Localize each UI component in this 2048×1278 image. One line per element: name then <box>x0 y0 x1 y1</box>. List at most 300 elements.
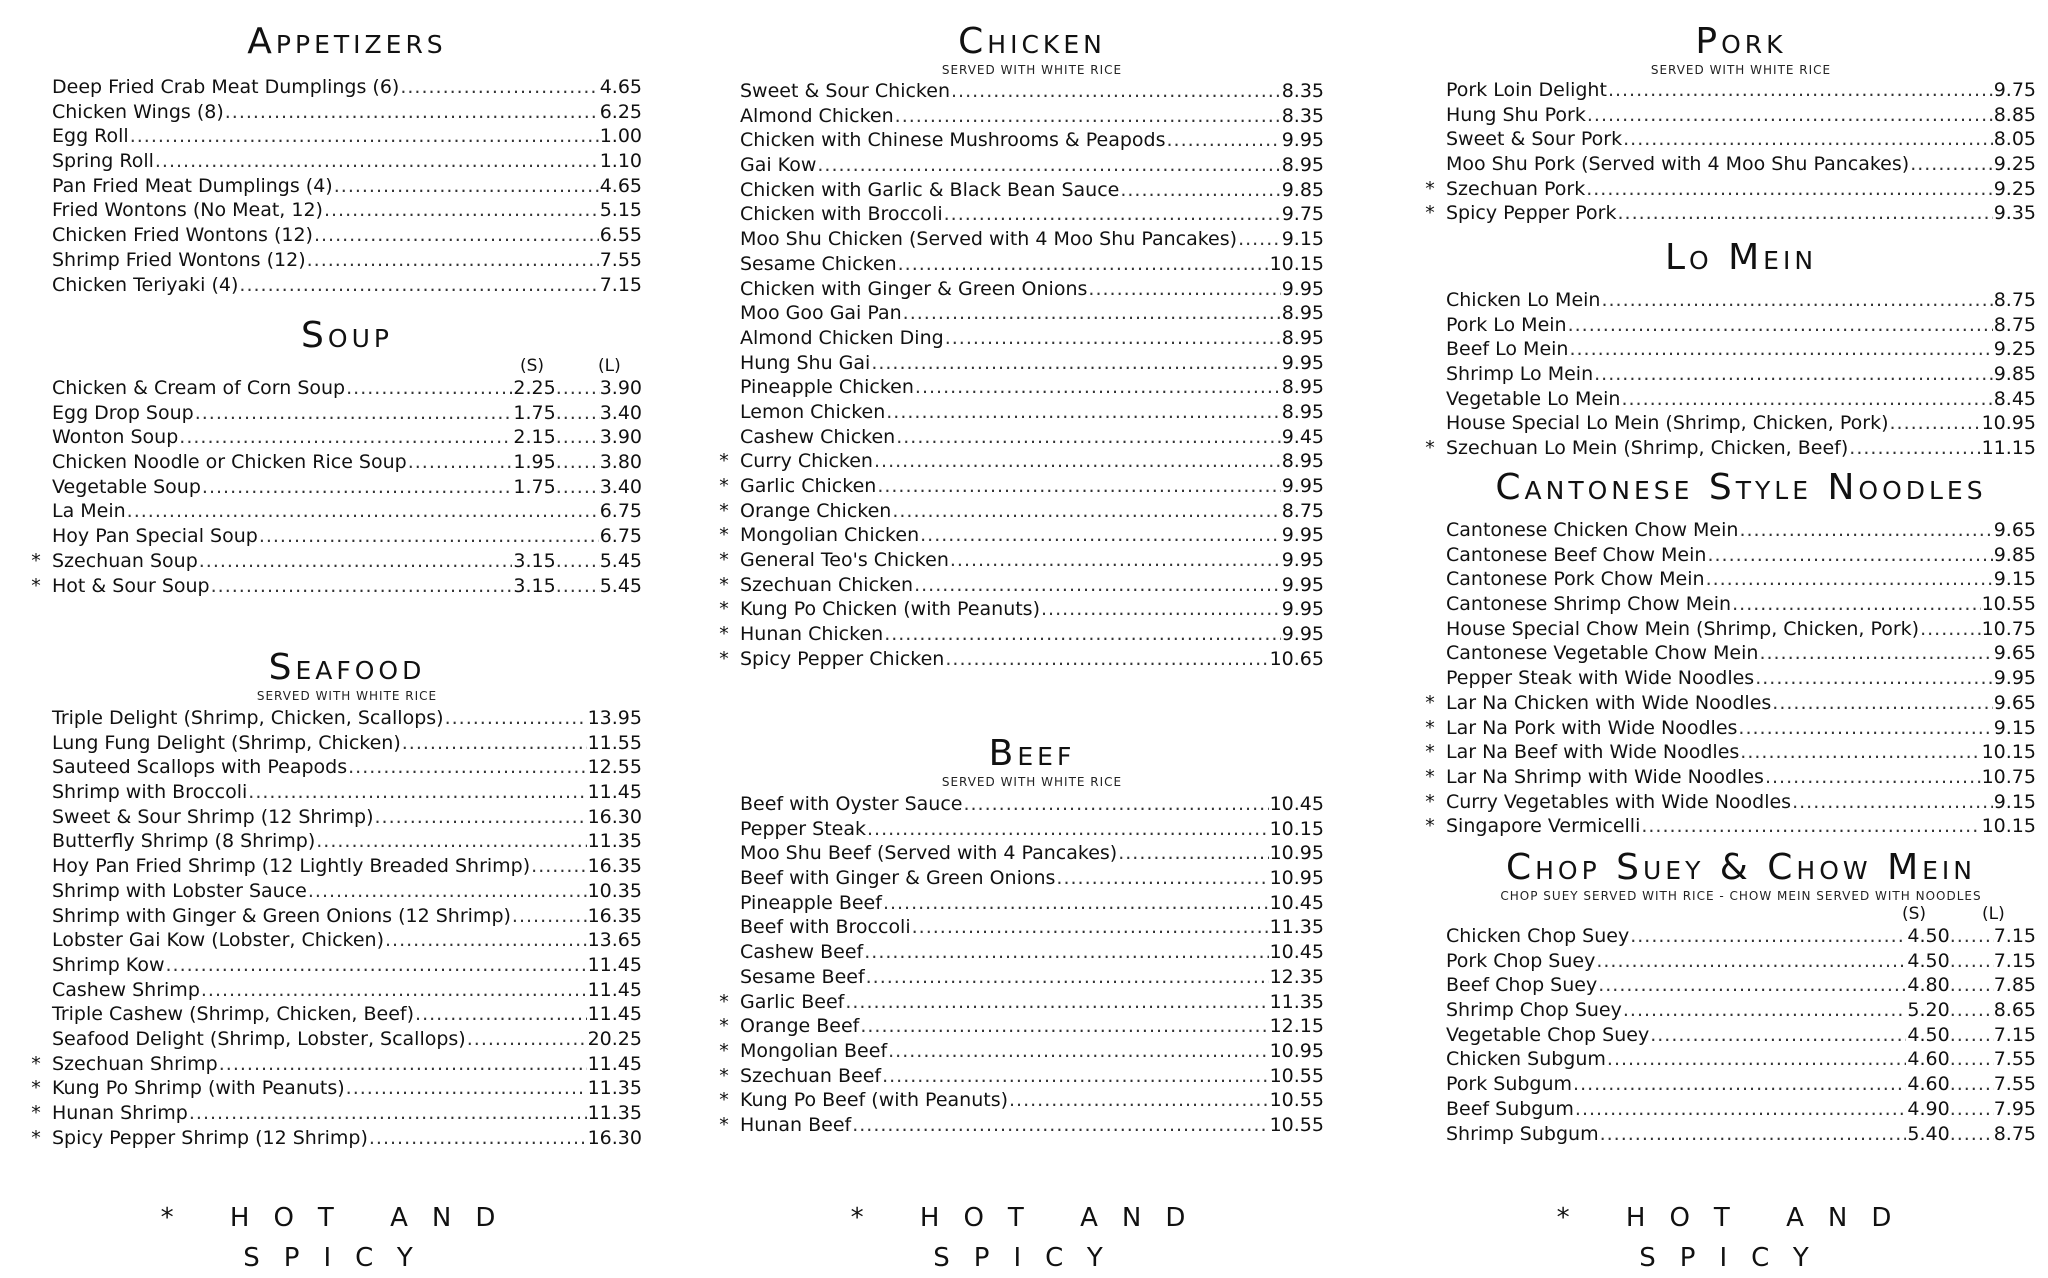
menu-item <box>1446 313 2036 338</box>
menu-item <box>1446 543 2036 568</box>
hot-spicy-marker: * <box>1425 741 1435 764</box>
item-price: 10.15 <box>1981 741 2036 764</box>
item-name: Chicken Fried Wontons (12) <box>52 224 313 247</box>
item-price: 1.00 <box>599 125 642 148</box>
item-name: Deep Fried Crab Meat Dumplings (6) <box>52 76 400 98</box>
dot-leader <box>852 1113 1268 1138</box>
item-price: 9.75 <box>1993 79 2036 101</box>
menu-item <box>1446 103 2036 128</box>
menu-item <box>740 153 1324 178</box>
dot-leader <box>1167 128 1281 153</box>
menu-item <box>1446 641 2036 666</box>
item-price: 8.95 <box>1281 302 1324 325</box>
dot-leader <box>895 104 1281 129</box>
hot-spicy-marker: * <box>1425 691 1435 714</box>
item-name: Chicken & Cream of Corn Soup <box>52 377 346 399</box>
dot-leader <box>1617 201 1992 226</box>
menu-item <box>1446 1047 2036 1072</box>
menu-item <box>719 1039 1324 1064</box>
dot-leader <box>1740 740 1980 765</box>
dot-leader <box>369 1126 587 1151</box>
dot-leader <box>201 978 587 1003</box>
dot-leader <box>1765 765 1981 790</box>
item-name: Cantonese Chicken Chow Mein <box>1446 519 1739 541</box>
hot-spicy-marker: * <box>719 990 729 1013</box>
menu-item <box>740 866 1324 891</box>
price-large: 7.85 <box>1993 974 2036 997</box>
item-name: Sweet & Sour Pork <box>1446 128 1623 151</box>
menu-item <box>1446 592 2036 617</box>
item-price: 10.55 <box>1981 593 2036 616</box>
menu-item <box>52 198 642 223</box>
item-name: Hunan Beef <box>740 1113 852 1136</box>
menu-item <box>52 879 642 904</box>
item-name: Shrimp Fried Wontons (12) <box>52 248 306 271</box>
dot-leader <box>1950 924 1994 949</box>
item-price: 8.95 <box>1281 400 1324 423</box>
section-subtitle: SERVED WITH WHITE RICE <box>256 689 438 703</box>
hot-spicy-marker: * <box>1425 815 1435 838</box>
dot-leader <box>512 904 587 929</box>
section-title: Seafood <box>268 647 426 688</box>
hot-spicy-marker: * <box>719 499 729 522</box>
dot-leader <box>1650 1023 1906 1048</box>
item-name: Seafood Delight (Shrimp, Lobster, Scallops) <box>52 1027 466 1050</box>
dot-leader <box>127 499 599 524</box>
item-name: Orange Chicken <box>740 499 892 522</box>
price-pair <box>1907 1072 2036 1097</box>
dot-leader <box>1950 1097 1994 1122</box>
menu-item <box>740 965 1324 990</box>
dot-leader <box>1732 592 1980 617</box>
menu-item <box>52 149 642 174</box>
item-name: Kung Po Beef (with Peanuts) <box>740 1089 1009 1112</box>
item-price: 12.15 <box>1269 1015 1324 1038</box>
item-price: 8.75 <box>1993 313 2036 336</box>
dot-leader <box>1601 288 1992 313</box>
price-small: 3.15 <box>513 549 556 572</box>
dot-leader <box>945 326 1281 351</box>
item-name: Vegetable Chop Suey <box>1446 1023 1650 1046</box>
dot-leader <box>1950 1047 1994 1072</box>
menu-item <box>1446 1122 2036 1147</box>
item-name: Spicy Pepper Shrimp (12 Shrimp) <box>52 1126 368 1149</box>
item-price: 8.75 <box>1993 289 2036 311</box>
dot-leader <box>903 301 1281 326</box>
item-name: Chicken Lo Mein <box>1446 289 1601 311</box>
item-price: 9.35 <box>1993 202 2036 225</box>
item-name: La Mein <box>52 500 126 523</box>
dot-leader <box>155 149 599 174</box>
menu-item <box>740 326 1324 351</box>
dot-leader <box>874 449 1281 474</box>
dot-leader <box>1041 597 1281 622</box>
price-large: 3.80 <box>599 451 642 474</box>
section-title: Appetizers <box>247 21 447 62</box>
item-name: Cashew Beef <box>740 941 864 964</box>
dot-leader <box>130 124 599 149</box>
price-pair <box>1907 949 2036 974</box>
dot-leader <box>1950 949 1994 974</box>
dot-leader <box>963 792 1268 817</box>
item-price: 6.25 <box>599 100 642 123</box>
menu-item <box>1425 177 2036 202</box>
menu-item <box>52 499 642 524</box>
price-pair <box>513 475 642 500</box>
item-name: Hung Shu Pork <box>1446 103 1586 126</box>
section-soup <box>31 315 642 598</box>
item-price: 16.30 <box>587 1126 642 1149</box>
dot-leader <box>884 622 1281 647</box>
dot-leader <box>845 990 1268 1015</box>
item-price: 11.45 <box>587 953 642 976</box>
item-name: Hunan Chicken <box>740 623 884 646</box>
dot-leader <box>1120 178 1280 203</box>
item-name: Fried Wontons (No Meat, 12) <box>52 199 323 222</box>
dot-leader <box>1596 949 1906 974</box>
item-name: Shrimp Lo Mein <box>1446 363 1594 386</box>
item-price: 16.30 <box>587 805 642 828</box>
item-price: 9.25 <box>1993 338 2036 361</box>
dot-leader <box>1630 924 1906 949</box>
hot-spicy-marker: * <box>1425 177 1435 200</box>
item-name: Chicken Wings (8) <box>52 100 224 123</box>
item-name: Vegetable Soup <box>52 475 201 498</box>
item-name: Almond Chicken <box>740 104 894 127</box>
item-name: Chicken with Ginger & Green Onions <box>740 277 1088 300</box>
item-name: Chicken with Garlic & Black Bean Sauce <box>740 178 1120 201</box>
item-price: 9.95 <box>1281 549 1324 572</box>
section-chop-suey <box>1446 848 2036 1146</box>
price-large: 7.15 <box>1993 949 2036 972</box>
hot-spicy-marker: * <box>1425 716 1435 739</box>
item-price: 9.45 <box>1281 425 1324 448</box>
menu-item <box>719 523 1324 548</box>
menu-item <box>1425 201 2036 226</box>
item-price: 5.15 <box>599 199 642 222</box>
dot-leader <box>219 1052 587 1077</box>
dot-leader <box>1920 617 1981 642</box>
item-price: 6.75 <box>599 525 642 548</box>
dot-leader <box>556 401 600 426</box>
item-name: Hoy Pan Fried Shrimp (12 Lightly Breaded Shrimp) <box>52 855 531 878</box>
dot-leader <box>1587 103 1993 128</box>
menu-item <box>1446 387 2036 412</box>
item-name: Triple Delight (Shrimp, Chicken, Scallops) <box>52 707 444 729</box>
price-large: 7.55 <box>1993 1048 2036 1071</box>
dot-leader <box>346 1076 587 1101</box>
menu-item <box>52 780 642 805</box>
item-name: Pineapple Chicken <box>740 376 914 399</box>
item-name: Spicy Pepper Chicken <box>740 647 945 670</box>
price-large: 3.40 <box>599 401 642 424</box>
section-cantonese-noodles <box>1425 467 2036 839</box>
dot-leader <box>248 780 586 805</box>
dot-leader <box>1586 177 1992 202</box>
item-name: Szechuan Beef <box>740 1064 882 1087</box>
menu-item <box>740 351 1324 376</box>
menu-item <box>1446 1023 2036 1048</box>
dot-leader <box>1575 1097 1906 1122</box>
item-name: Butterfly Shrimp (8 Shrimp) <box>52 830 316 853</box>
item-name: House Special Chow Mein (Shrimp, Chicken, Pork) <box>1446 617 1920 640</box>
item-name: Cantonese Vegetable Chow Mein <box>1446 642 1759 665</box>
menu-item <box>719 1014 1324 1039</box>
item-price: 9.25 <box>1993 177 2036 200</box>
dot-leader <box>1950 998 1994 1023</box>
dot-leader <box>950 548 1281 573</box>
menu-item <box>31 574 642 599</box>
dot-leader <box>225 100 599 125</box>
price-small: 2.15 <box>513 426 556 449</box>
menu-item <box>1425 740 2036 765</box>
hot-spicy-marker: * <box>1425 202 1435 225</box>
price-small: 1.95 <box>513 451 556 474</box>
item-price: 11.15 <box>1981 437 2036 460</box>
menu-item <box>52 75 642 100</box>
item-price: 9.15 <box>1993 716 2036 739</box>
price-pair <box>1907 1122 2036 1147</box>
price-large: 7.55 <box>1993 1073 2036 1096</box>
section-chicken <box>719 21 1324 672</box>
menu-item <box>719 499 1324 524</box>
dot-leader <box>467 1027 587 1052</box>
section-title: Pork <box>1695 21 1787 62</box>
price-small: 5.40 <box>1907 1122 1950 1145</box>
menu-item <box>52 273 642 298</box>
item-price: 7.55 <box>599 248 642 271</box>
menu-item <box>52 978 642 1003</box>
item-price: 9.95 <box>1281 573 1324 596</box>
dot-leader <box>179 425 512 450</box>
dot-leader <box>1707 543 1992 568</box>
section-title: Lo Mein <box>1664 237 1818 278</box>
price-large: 7.95 <box>1993 1097 2036 1120</box>
dot-leader <box>1009 1088 1269 1113</box>
price-large: 8.65 <box>1993 999 2036 1022</box>
item-name: Egg Drop Soup <box>52 401 194 424</box>
dot-leader <box>1569 337 1992 362</box>
hot-spicy-marker: * <box>31 1052 41 1075</box>
item-price: 9.95 <box>1993 667 2036 690</box>
dot-leader <box>402 731 587 756</box>
menu-item <box>31 1076 642 1101</box>
dot-leader <box>867 817 1269 842</box>
item-name: Sesame Beef <box>740 965 865 988</box>
item-price: 10.55 <box>1269 1089 1324 1112</box>
dot-leader <box>1772 691 1992 716</box>
item-name: Pineapple Beef <box>740 891 882 914</box>
item-price: 11.35 <box>587 1077 642 1100</box>
price-large: 5.45 <box>599 549 642 572</box>
dot-leader <box>348 755 586 780</box>
size-small-label: (S) <box>1902 904 1927 924</box>
item-name: Triple Cashew (Shrimp, Chicken, Beef) <box>52 1003 415 1026</box>
item-price: 9.95 <box>1281 623 1324 646</box>
price-pair <box>1907 1047 2036 1072</box>
item-name: Kung Po Shrimp (with Peanuts) <box>52 1077 345 1100</box>
item-name: Moo Shu Chicken (Served with 4 Moo Shu Pancakes) <box>740 228 1238 251</box>
hot-spicy-marker: * <box>719 524 729 547</box>
menu-item <box>52 124 642 149</box>
item-price: 12.35 <box>1269 965 1324 988</box>
item-name: Sweet & Sour Shrimp (12 Shrimp) <box>52 805 374 828</box>
dot-leader <box>1890 411 1981 436</box>
item-price: 8.05 <box>1993 128 2036 151</box>
menu-item <box>52 475 642 500</box>
menu-item <box>52 706 642 731</box>
item-name: Singapore Vermicelli <box>1446 815 1641 838</box>
dot-leader <box>385 928 587 953</box>
menu-item <box>1446 288 2036 313</box>
item-name: Beef with Ginger & Green Onions <box>740 867 1056 890</box>
item-name: Chicken Noodle or Chicken Rice Soup <box>52 451 407 474</box>
item-price: 10.95 <box>1269 842 1324 865</box>
menu-item <box>52 174 642 199</box>
hot-spicy-marker: * <box>719 1113 729 1136</box>
price-small: 4.50 <box>1907 949 1950 972</box>
dot-leader <box>314 223 599 248</box>
dot-leader <box>1623 998 1907 1023</box>
menu-item <box>740 841 1324 866</box>
menu-item <box>52 1002 642 1027</box>
menu-item <box>740 79 1324 104</box>
item-price: 7.15 <box>599 273 642 296</box>
item-name: Curry Vegetables with Wide Noodles <box>1446 790 1792 813</box>
menu-item <box>719 647 1324 672</box>
item-name: Chicken Chop Suey <box>1446 925 1630 947</box>
dot-leader <box>211 574 513 599</box>
size-header <box>52 356 642 376</box>
item-name: Shrimp with Broccoli <box>52 781 248 804</box>
item-name: Hunan Shrimp <box>52 1102 188 1124</box>
item-name: Sweet & Sour Chicken <box>740 80 950 102</box>
item-name: Garlic Beef <box>740 990 845 1013</box>
item-name: Kung Po Chicken (with Peanuts) <box>740 598 1040 621</box>
item-name: House Special Lo Mein (Shrimp, Chicken, Pork) <box>1446 412 1889 435</box>
item-price: 11.35 <box>1269 990 1324 1013</box>
dot-leader <box>259 524 599 549</box>
hot-spicy-marker: * <box>719 549 729 572</box>
price-pair <box>513 425 642 450</box>
dot-leader <box>408 450 513 475</box>
price-pair <box>1907 1023 2036 1048</box>
item-name: Cashew Shrimp <box>52 978 200 1001</box>
item-price: 10.75 <box>1981 765 2036 788</box>
item-price: 9.15 <box>1993 568 2036 591</box>
item-name: Lar Na Pork with Wide Noodles <box>1446 716 1738 739</box>
item-price: 9.95 <box>1281 524 1324 547</box>
menu-item <box>719 1113 1324 1138</box>
item-name: General Teo's Chicken <box>740 549 949 572</box>
dot-leader <box>1088 277 1280 302</box>
item-name: Hung Shu Gai <box>740 351 871 374</box>
dot-leader <box>817 153 1280 178</box>
item-price: 9.65 <box>1993 642 2036 665</box>
item-name: Sesame Chicken <box>740 252 897 275</box>
item-name: Moo Shu Beef (Served with 4 Pancakes) <box>740 842 1118 865</box>
menu-item <box>52 928 642 953</box>
menu-item <box>1446 518 2036 543</box>
section-lo-mein <box>1425 237 2036 461</box>
dot-leader <box>556 475 600 500</box>
section-title: Cantonese Style Noodles <box>1495 467 1987 508</box>
dot-leader <box>556 376 600 401</box>
price-pair <box>1907 973 2036 998</box>
dot-leader <box>1594 362 1993 387</box>
hot-spicy-marker: * <box>719 475 729 497</box>
menu-item <box>719 474 1324 499</box>
item-price: 9.15 <box>1281 228 1324 251</box>
item-price: 8.95 <box>1281 154 1324 177</box>
hot-spicy-marker: * <box>31 1126 41 1149</box>
item-price: 12.55 <box>587 756 642 779</box>
menu-item <box>740 915 1324 940</box>
item-name: Chicken Teriyaki (4) <box>52 273 239 296</box>
dot-leader <box>871 351 1280 376</box>
item-name: Beef with Oyster Sauce <box>740 793 963 815</box>
dot-leader <box>1755 666 1992 691</box>
section-seafood <box>31 647 642 1150</box>
item-name: Lobster Gai Kow (Lobster, Chicken) <box>52 929 385 952</box>
item-price: 6.55 <box>599 224 642 247</box>
item-name: Beef Chop Suey <box>1446 974 1598 997</box>
item-price: 10.15 <box>1981 815 2036 838</box>
dot-leader <box>1950 1072 1994 1097</box>
item-name: Garlic Chicken <box>740 475 877 497</box>
menu-item <box>1446 1097 2036 1122</box>
item-price: 10.95 <box>1981 412 2036 435</box>
dot-leader <box>951 79 1281 104</box>
dot-leader <box>346 376 512 401</box>
item-price: 6.75 <box>599 500 642 523</box>
dot-leader <box>316 829 586 854</box>
dot-leader <box>1641 814 1980 839</box>
menu-item <box>1446 567 2036 592</box>
item-name: Chicken with Chinese Mushrooms & Peapods <box>740 129 1166 152</box>
menu-item <box>740 817 1324 842</box>
price-pair <box>513 574 642 599</box>
menu-item <box>1446 127 2036 152</box>
price-pair <box>513 549 642 574</box>
item-name: Sauteed Scallops with Peapods <box>52 756 348 779</box>
size-large-label: (L) <box>598 356 621 376</box>
hot-spicy-marker: * <box>31 1077 41 1100</box>
dot-leader <box>202 475 512 500</box>
item-name: Lar Na Beef with Wide Noodles <box>1446 741 1740 764</box>
dot-leader <box>882 1064 1269 1089</box>
price-pair <box>1907 1097 2036 1122</box>
dot-leader <box>920 523 1281 548</box>
section-subtitle: SERVED WITH WHITE RICE <box>941 63 1123 77</box>
menu-item <box>52 755 642 780</box>
menu-item <box>1446 998 2036 1023</box>
dot-leader <box>445 706 587 731</box>
price-small: 5.20 <box>1907 999 1950 1022</box>
menu-item <box>1446 337 2036 362</box>
hot-spicy-marker: * <box>1425 790 1435 813</box>
item-name: Cashew Chicken <box>740 425 896 448</box>
item-name: Pepper Steak <box>740 817 866 840</box>
dot-leader <box>400 75 598 100</box>
section-subtitle: SERVED WITH WHITE RICE <box>1650 63 1832 77</box>
item-name: Lar Na Chicken with Wide Noodles <box>1446 691 1772 714</box>
menu-item <box>52 100 642 125</box>
item-name: Shrimp Chop Suey <box>1446 999 1622 1022</box>
item-name: Shrimp with Lobster Sauce <box>52 879 307 902</box>
menu-item <box>52 524 642 549</box>
price-small: 4.50 <box>1907 1023 1950 1046</box>
